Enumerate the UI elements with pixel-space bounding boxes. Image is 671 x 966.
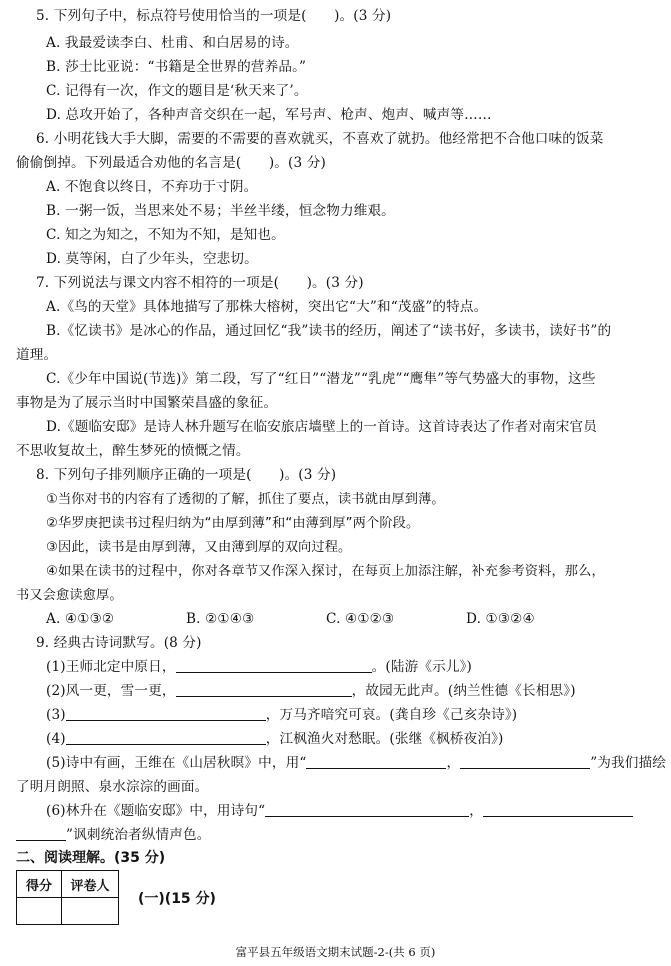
q9-item-2-prefix: (2)风一更，雪一更，	[46, 683, 176, 699]
q7-option-c-line1: C.《少年中国说(节选)》第二段，写了“红日”“潜龙”“乳虎”“鹰隼”等气势盛大的事物，这些	[46, 371, 596, 387]
q7-option-d-line2: 不思收复故土，醉生梦死的愤慨之情。	[16, 443, 250, 459]
answer-blank[interactable]	[176, 659, 372, 673]
q8-sentence-3: ③因此，读书是由厚到薄，又由薄到厚的双向过程。	[46, 540, 352, 555]
q9-item-5	[46, 755, 667, 772]
q5-option-a: A. 我最爱读李白、杜甫、和白居易的诗。	[46, 35, 299, 51]
section-heading: 二、阅读理解。(35 分)	[16, 850, 166, 866]
q9-item-6-prefix: (6)林升在《题临安邸》中，用诗句“	[46, 803, 266, 819]
q5-option-d: D. 总攻开始了，各种声音交织在一起，军号声、枪声、炮声、喊声等……	[46, 107, 492, 123]
q9-item-4	[46, 731, 661, 748]
part-title: (一)(15 分)	[138, 891, 216, 907]
q8-option-b: B. ②①④③	[186, 611, 255, 627]
q9-item-5-suffix: ”为我们描绘	[590, 755, 667, 771]
q6-option-a: A. 不饱食以终日，不弃功于寸阴。	[46, 179, 258, 195]
q8-option-c: C. ④①②③	[326, 611, 395, 627]
score-cell[interactable]	[17, 898, 62, 925]
q9-item-6	[46, 803, 661, 820]
q9-item-6-line2	[16, 827, 661, 844]
q9-item-5-line2: 了明月朗照、泉水淙淙的画面。	[16, 779, 209, 795]
q5-option-c: C. 记得有一次，作文的题目是‘秋天来了’。	[46, 83, 308, 99]
q7-option-c-line2: 事物是为了展示当时中国繁荣昌盛的象征。	[16, 395, 278, 411]
q9-stem: 9. 经典古诗词默写。(8 分)	[36, 635, 202, 651]
answer-blank[interactable]	[265, 803, 469, 817]
q9-item-1-suffix: 。(陆游《示儿》)	[371, 659, 472, 675]
q8-option-d: D. ①③②④	[466, 611, 535, 627]
page-footer: 富平县五年级语文期末试题-2-(共 6 页)	[235, 945, 436, 959]
grader-label: 评卷人	[62, 871, 119, 898]
q8-stem: 8. 下列句子排列顺序正确的一项是( )。(3 分)	[36, 467, 337, 483]
q5-option-b: B. 莎士比亚说：“书籍是全世界的营养品。”	[46, 59, 307, 75]
q6-stem-line2: 偷偷倒掉。下列最适合劝他的名言是( )。(3 分)	[16, 155, 326, 171]
q6-option-d: D. 莫等闲，白了少年头，空悲切。	[46, 251, 258, 267]
q9-item-3-prefix: (3)	[46, 707, 66, 723]
q8-option-a: A. ④①③②	[46, 611, 115, 627]
q8-sentence-4-line1: ④如果在读书的过程中，你对各章节又作深入探讨，在每页上加添注解，补充参考资料，那么，	[46, 564, 605, 579]
q9-item-4-prefix: (4)	[46, 731, 66, 747]
q9-item-1	[46, 659, 661, 676]
answer-blank[interactable]	[483, 803, 633, 817]
score-table	[16, 870, 119, 925]
q6-stem-line1: 6. 小明花钱大手大脚，需要的不需要的喜欢就买，不喜欢了就扔。他经常把不合他口味的饭菜	[36, 131, 604, 147]
q7-option-b-line1: B.《忆读书》是冰心的作品，通过回忆“我”读书的经历，阐述了“读书好，多读书，读好书”的	[46, 323, 612, 339]
answer-blank[interactable]	[176, 683, 352, 697]
q6-option-c: C. 知之为知之，不知为不知，是知也。	[46, 227, 285, 243]
score-label: 得分	[17, 871, 62, 898]
answer-blank[interactable]	[306, 755, 446, 769]
q8-sentence-4-line2: 书又会愈读愈厚。	[16, 588, 123, 603]
q9-item-1-prefix: (1)王师北定中原日，	[46, 659, 176, 675]
q8-sentence-2: ②华罗庚把读书过程归纳为“由厚到薄”和“由薄到厚”两个阶段。	[46, 516, 420, 531]
q7-option-b-line2: 道理。	[16, 347, 58, 363]
q9-item-6-suffix: ”讽刺统治者纵情声色。	[66, 827, 211, 843]
q7-option-a: A.《鸟的天堂》具体地描写了那株大榕树，突出它“大”和“茂盛”的特点。	[46, 299, 488, 315]
q9-item-2-suffix: ，故园无此声。(纳兰性德《长相思》)	[351, 683, 576, 699]
answer-blank[interactable]	[16, 827, 66, 841]
q8-sentence-1: ①当你对书的内容有了透彻的了解，抓住了要点，读书就由厚到薄。	[46, 492, 445, 507]
q9-item-3	[46, 707, 661, 724]
answer-blank[interactable]	[460, 755, 590, 769]
q9-item-2	[46, 683, 661, 700]
q9-item-5-prefix: (5)诗中有画，王维在《山居秋暝》中，用“	[46, 755, 307, 771]
answer-blank[interactable]	[66, 707, 266, 721]
q7-stem: 7. 下列说法与课文内容不相符的一项是( )。(3 分)	[36, 275, 364, 291]
q7-option-d-line1: D.《题临安邸》是诗人林升题写在临安旅店墙壁上的一首诗。这首诗表达了作者对南宋官员	[46, 419, 598, 435]
q6-option-b: B. 一粥一饭，当思来处不易；半丝半缕，恒念物力维艰。	[46, 203, 395, 219]
q5-stem: 5. 下列句子中，标点符号使用恰当的一项是( )。(3 分)	[36, 8, 392, 24]
q9-item-4-suffix: ，江枫渔火对愁眠。(张继《枫桥夜泊》)	[265, 731, 504, 747]
q9-item-5-comma: ，	[446, 755, 461, 771]
q9-item-3-suffix: ，万马齐喑究可哀。(龚自珍《己亥杂诗》)	[265, 707, 518, 723]
answer-blank[interactable]	[66, 731, 266, 745]
q9-item-6-comma: ，	[469, 803, 483, 819]
grader-cell[interactable]	[62, 898, 119, 925]
